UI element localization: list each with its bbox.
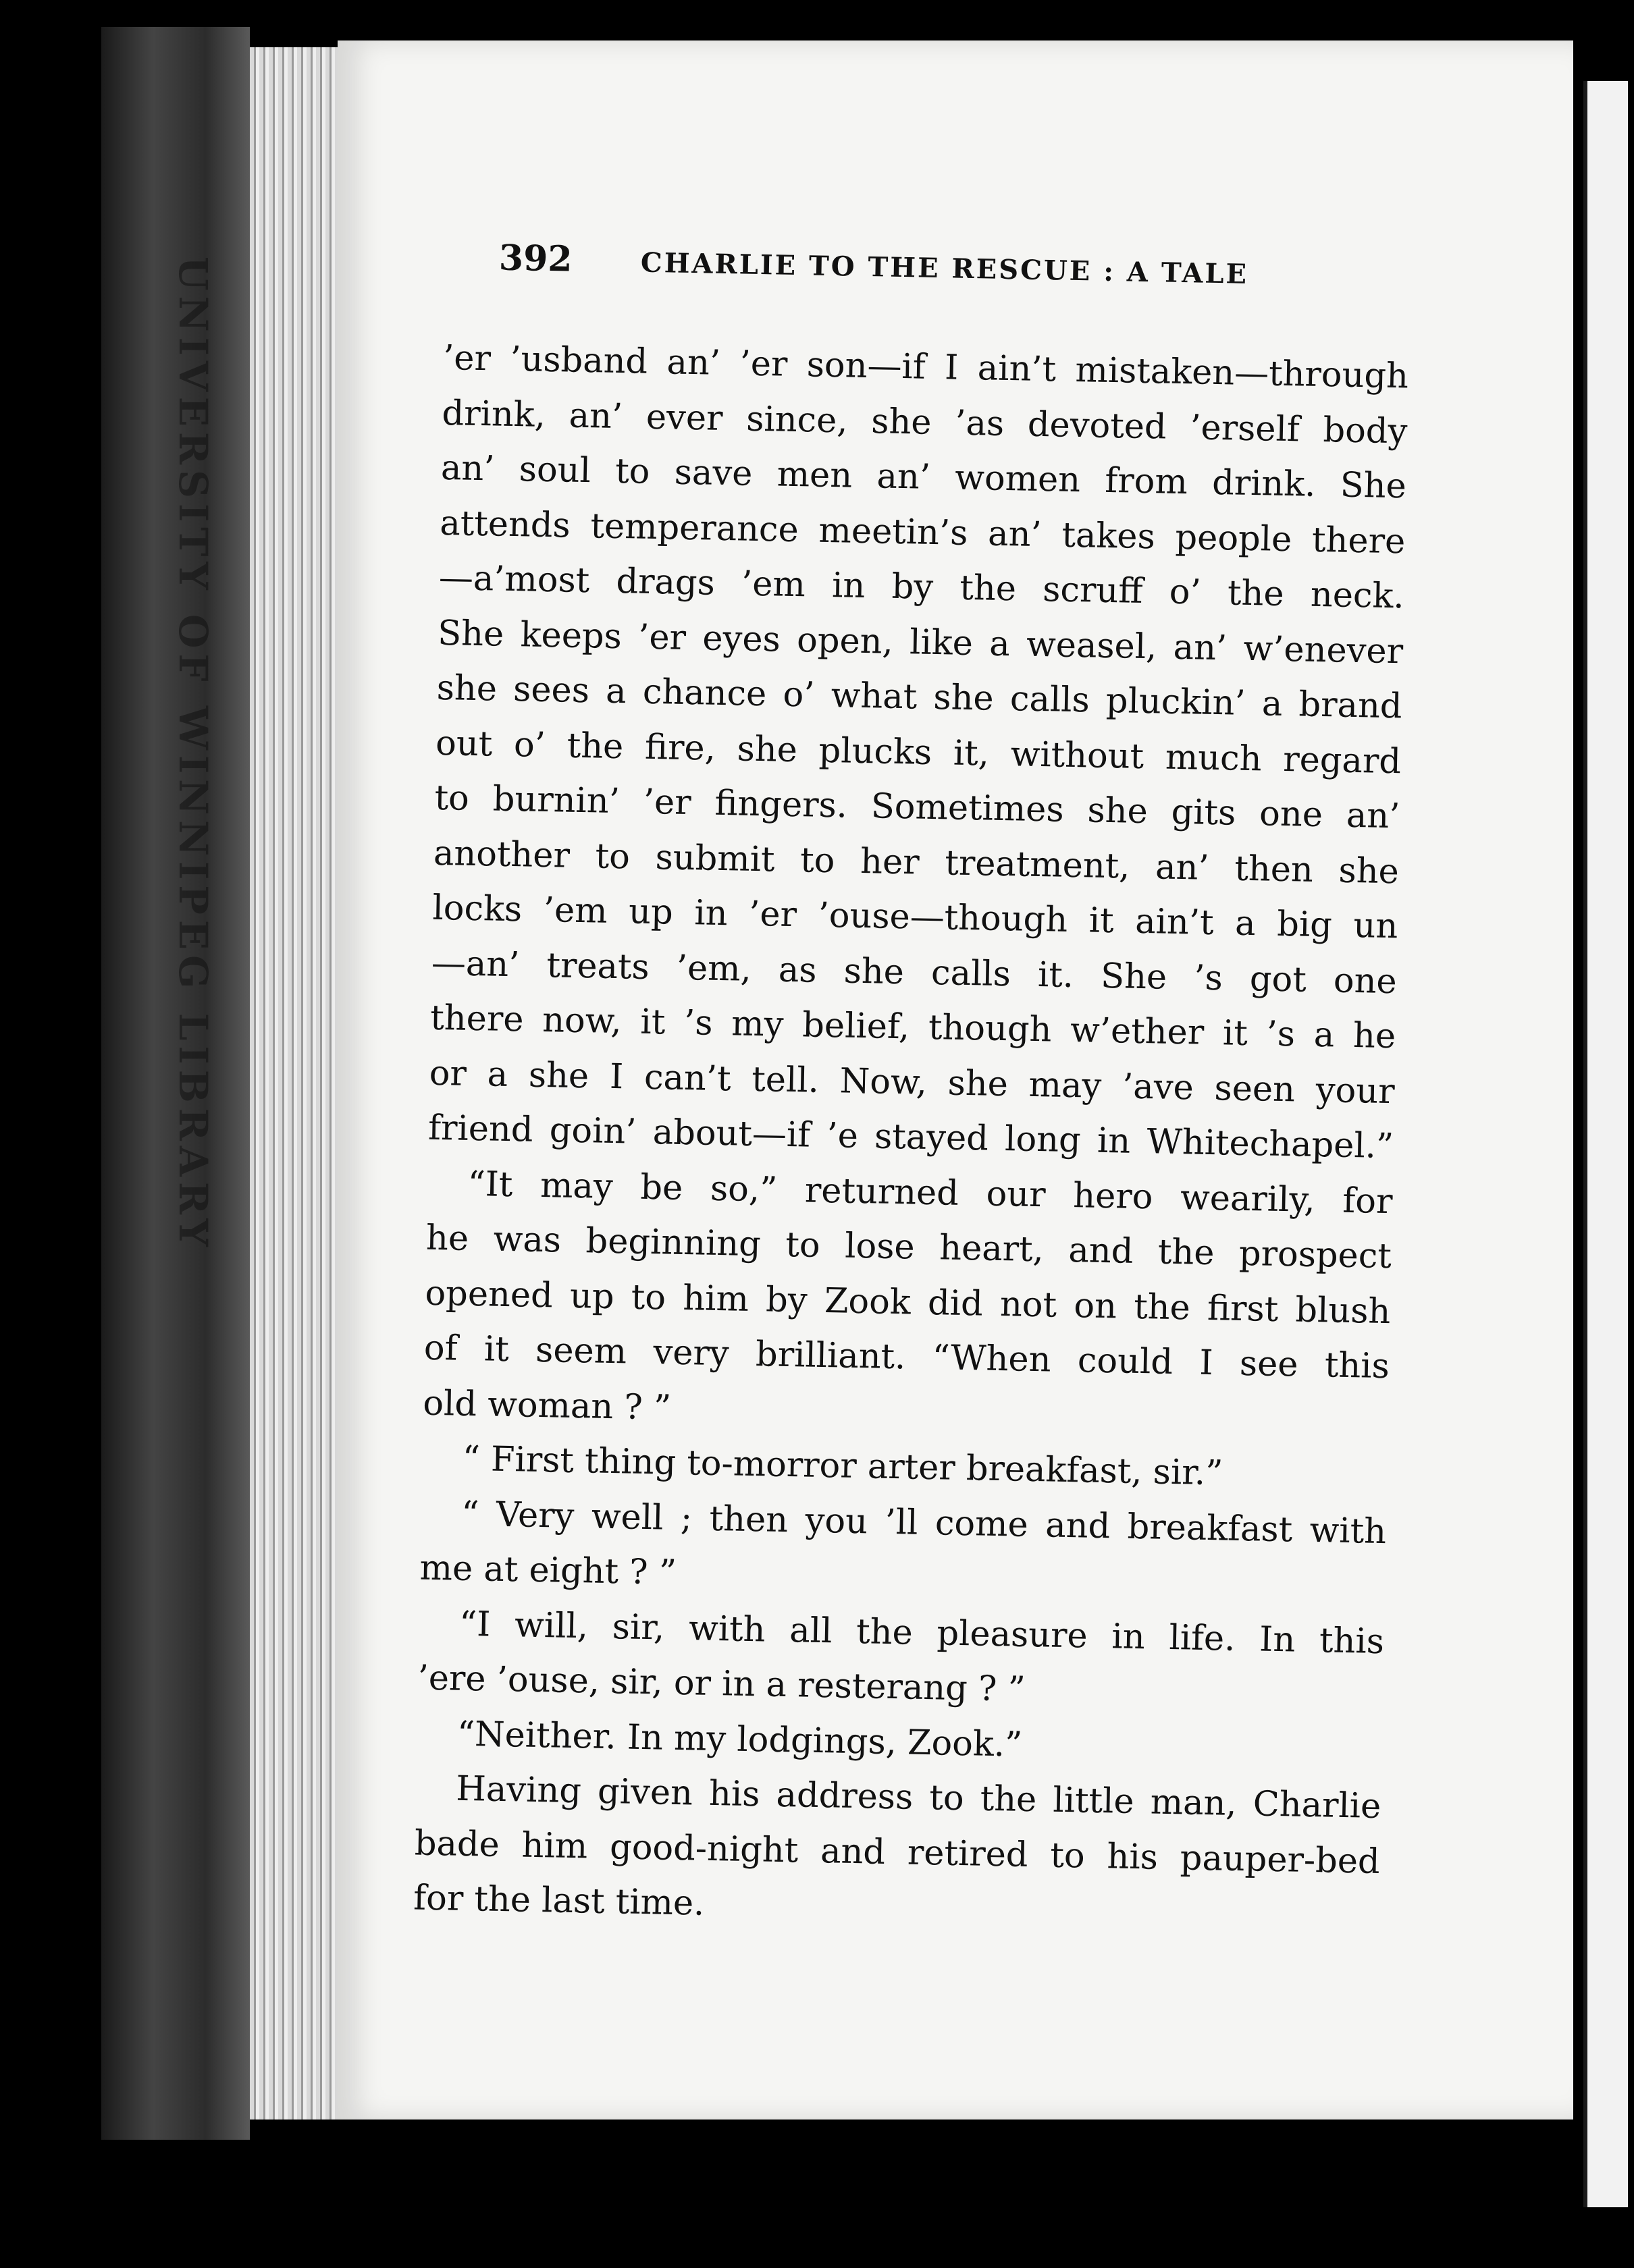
text-line: or a she I can’t tell. Now, she may ’ave seen your: [429, 1053, 1396, 1112]
text-line: drink, an’ ever since, she ’as devoted ’erself body: [442, 393, 1408, 452]
text-line: “Neither. In my lodgings, Zook.”: [456, 1714, 1023, 1765]
text-line: opened up to him by Zook did not on the first blush: [424, 1273, 1391, 1332]
page-number: 392: [498, 237, 573, 280]
text-line: of it seem very brilliant. “When could I see this: [423, 1328, 1390, 1387]
running-head: [444, 223, 1418, 350]
text-line: “I will, sir, with all the pleasure in life. In this: [458, 1604, 1385, 1662]
text-line: “It may be so,” returned our hero wearily, for: [467, 1164, 1393, 1222]
text-line: he was beginning to lose heart, and the prospect: [425, 1218, 1392, 1277]
text-line: —an’ treats ’em, as she calls it. She ’s got one: [431, 943, 1398, 1002]
text-line: She keeps ’er eyes open, like a weasel, an’ w’enever: [437, 613, 1404, 672]
text-line: out o’ the fire, she plucks it, without much regard: [435, 723, 1402, 782]
text-line: —a’most drags ’em in by the scruff o’ the neck.: [438, 558, 1405, 617]
text-line: friend goin’ about—if ’e stayed long in Whitechapel.”: [427, 1108, 1394, 1167]
text-line: ’er ’usband an’ ’er son—if I ain’t mistaken—through: [442, 338, 1409, 397]
running-title: CHARLIE TO THE RESCUE : A TALE: [640, 246, 1249, 290]
library-stamp: UNIVERSITY OF WINNIPEG LIBRARY: [170, 256, 216, 1252]
text-line: old woman ? ”: [422, 1383, 672, 1428]
body-text: [413, 331, 1416, 1945]
text-line: bade him good-night and retired to his pauper-bed: [414, 1823, 1381, 1882]
facing-page-edge: [1583, 81, 1628, 2207]
text-line: “ First thing to-morror arter breakfast, sir.”: [462, 1438, 1223, 1494]
text-line: ’ere ’ouse, sir, or in a resterang ? ”: [417, 1658, 1026, 1710]
text-line: there now, it ’s my belief, though w’ether it ’s a he: [429, 998, 1396, 1057]
text-line: she sees a chance o’ what she calls pluckin’ a brand: [436, 668, 1403, 727]
text-line: an’ soul to save men an’ women from drink. She: [440, 448, 1407, 507]
text-line: locks ’em up in ’er ’ouse—though it ain’t a big un: [431, 888, 1398, 947]
text-line: me at eight ? ”: [419, 1548, 677, 1593]
text-line: for the last time.: [413, 1878, 705, 1924]
text-line: Having given his address to the little man, Charlie: [455, 1769, 1381, 1827]
text-line: “ Very well ; then you ’ll come and breakfast with: [460, 1494, 1387, 1552]
text-line: to burnin’ ’er fingers. Sometimes she gits one an’: [434, 778, 1400, 837]
text-line: attends temperance meetin’s an’ takes people there: [439, 503, 1406, 562]
page-text-block: [413, 223, 1418, 1945]
text-line: another to submit to her treatment, an’ then she: [433, 833, 1400, 892]
page-edges: [250, 47, 351, 2120]
